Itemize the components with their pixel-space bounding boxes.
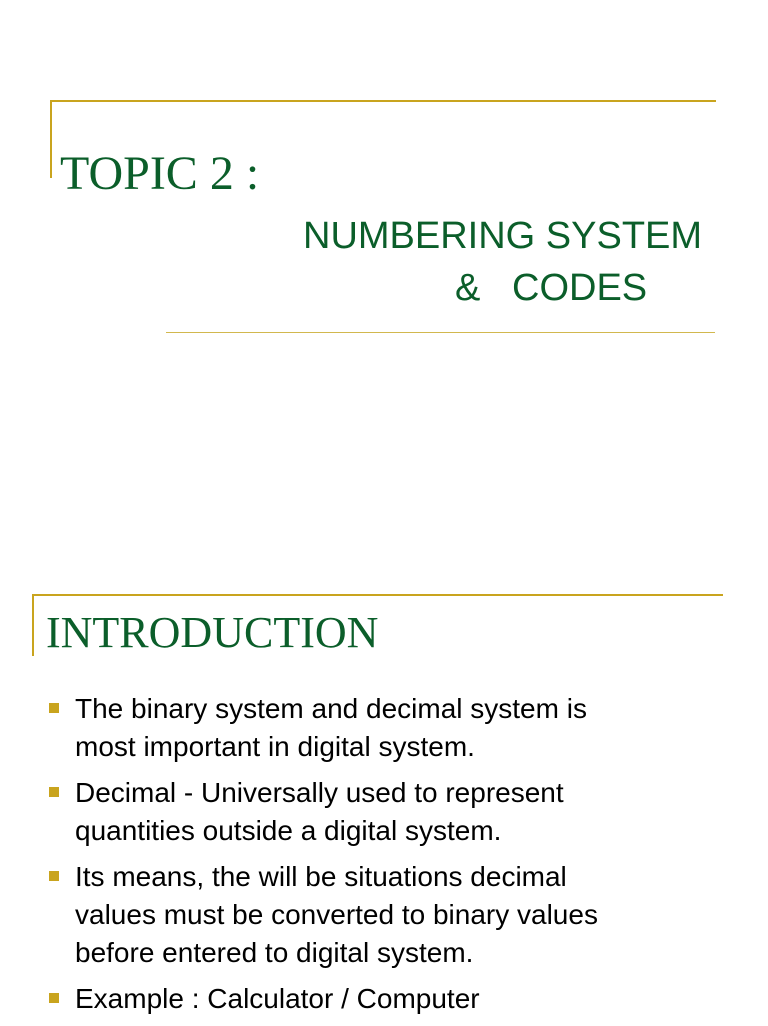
list-item	[46, 980, 746, 1018]
bullet-line: Decimal - Universally used to represent	[75, 777, 564, 808]
slide-title: TOPIC 2 :	[60, 147, 260, 200]
bullet-line: Example : Calculator / Computer	[75, 983, 480, 1014]
square-bullet-icon	[49, 703, 59, 713]
slide-title: INTRODUCTION	[46, 608, 379, 657]
subtitle-line-2: & CODES	[455, 267, 648, 309]
top-rule	[32, 594, 723, 596]
left-rule	[50, 100, 52, 178]
square-bullet-icon	[49, 787, 59, 797]
list-item	[46, 690, 746, 766]
bullet-line: most important in digital system.	[75, 731, 475, 762]
left-rule	[32, 594, 34, 656]
title-slide	[0, 0, 768, 512]
bullet-list	[46, 690, 746, 1026]
square-bullet-icon	[49, 871, 59, 881]
bullet-line: values must be converted to binary values	[75, 899, 598, 930]
subtitle-rule	[166, 332, 715, 333]
bullet-line: Its means, the will be situations decimal	[75, 861, 567, 892]
bullet-line: before entered to digital system.	[75, 937, 474, 968]
square-bullet-icon	[49, 993, 59, 1003]
bullet-line: quantities outside a digital system.	[75, 815, 502, 846]
list-item	[46, 858, 746, 972]
top-rule	[50, 100, 716, 102]
subtitle-line-1: NUMBERING SYSTEM	[303, 215, 703, 257]
list-item	[46, 774, 746, 850]
bullet-line: The binary system and decimal system is	[75, 693, 587, 724]
